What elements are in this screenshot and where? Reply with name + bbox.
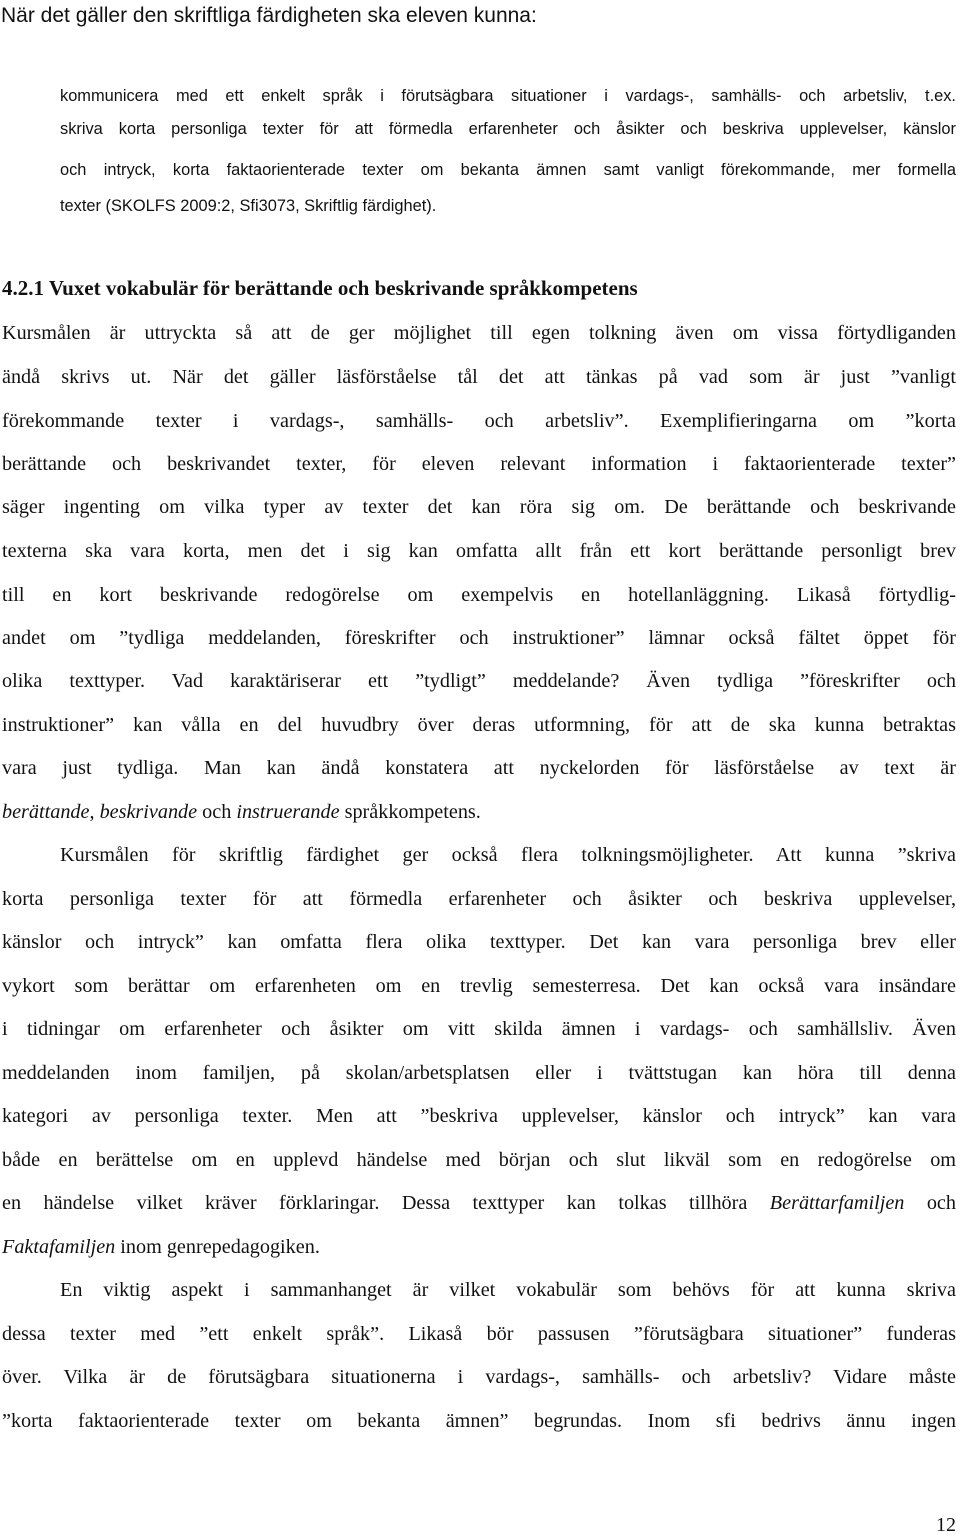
p2-line: meddelanden inom familjen, på skolan/arbetsplatsen eller i tvättstugan kan höra till denna xyxy=(2,1062,956,1084)
p1-line: ändå skrivs ut. När det gäller läsförståelse tål det att tänkas på vad som är just ”vanligt xyxy=(2,366,956,388)
p1-line: olika texttyper. Vad karaktäriserar ett ”tydligt” meddelande? Även tydliga ”föreskrifter och xyxy=(2,670,956,692)
term-beskrivande: beskrivande xyxy=(99,801,198,823)
term-berattarfamiljen: Berättarfamiljen xyxy=(769,1192,905,1214)
p2-line-text: en händelse vilket kräver förklaringar. Dessa texttyper kan tolkas tillhöra xyxy=(2,1192,770,1214)
p1-line: till en kort beskrivande redogörelse om exempelvis en hotellanläggning. Likaså förtydlig- xyxy=(2,584,956,606)
p3-line: dessa texter med ”ett enkelt språk”. Likaså bör passusen ”förutsägbara situationer” funderas xyxy=(2,1323,956,1345)
term-instruerande: instruerande xyxy=(236,801,340,823)
p2-line-text: och xyxy=(904,1192,956,1214)
p1-line: texterna ska vara korta, men det i sig kan omfatta allt från ett kort berättande personligt brev xyxy=(2,540,956,562)
p1-line: förekommande texter i vardags-, samhälls- och arbetsliv”. Exemplifieringarna om ”korta xyxy=(2,410,956,432)
page-number: 12 xyxy=(936,1514,956,1536)
term-berattande: berättande xyxy=(2,801,90,823)
p1-line: säger ingenting om vilka typer av texter det kan röra sig om. De berättande och beskrivande xyxy=(2,496,956,518)
section-heading: 4.2.1 Vuxet vokabulär för berättande och beskrivande språkkompetens xyxy=(2,276,638,300)
p2-line: Kursmålen för skriftlig färdighet ger också flera tolkningsmöjligheter. Att kunna ”skriva xyxy=(60,844,956,866)
quote-line-3: och intryck, korta faktaorienterade texter om bekanta ämnen samt vanligt förekommande, mer formella xyxy=(60,161,956,179)
p1-last-text: och xyxy=(197,801,237,823)
intro-line: När det gäller den skriftliga färdigheten ska eleven kunna: xyxy=(1,4,537,27)
quote-line-1: kommunicera med ett enkelt språk i förutsägbara situationer i vardags-, samhälls- och arbetsliv, t.ex. xyxy=(60,87,956,105)
p2-last-line xyxy=(2,1232,956,1262)
quote-line-2: skriva korta personliga texter för att förmedla erfarenheter och åsikter och beskriva upplevelser, känslor xyxy=(60,120,956,138)
p1-line: vara just tydliga. Man kan ändå konstatera att nyckelorden för läsförståelse av text är xyxy=(2,757,956,779)
p3-line: över. Vilka är de förutsägbara situationerna i vardags-, samhälls- och arbetsliv? Vidare måste xyxy=(2,1366,956,1388)
p2-line xyxy=(2,1188,956,1218)
p2-line: i tidningar om erfarenheter och åsikter om vitt skilda ämnen i vardags- och samhällsliv. Även xyxy=(2,1018,956,1040)
p1-line: Kursmålen är uttryckta så att de ger möjlighet till egen tolkning även om vissa förtydliganden xyxy=(2,322,956,344)
p1-last-line xyxy=(2,797,956,827)
p2-line: korta personliga texter för att förmedla erfarenheter och åsikter och beskriva upplevelser, xyxy=(2,888,956,910)
p2-line: vykort som berättar om erfarenheten om en trevlig semesterresa. Det kan också vara insändare xyxy=(2,975,956,997)
quote-line-4: texter (SKOLFS 2009:2, Sfi3073, Skriftlig färdighet). xyxy=(60,197,437,215)
p2-last-text: inom genrepedagogiken. xyxy=(115,1236,320,1258)
p2-line: kategori av personliga texter. Men att ”beskriva upplevelser, känslor och intryck” kan vara xyxy=(2,1105,956,1127)
p2-line: känslor och intryck” kan omfatta flera olika texttyper. Det kan vara personliga brev eller xyxy=(2,931,956,953)
p1-last-text: , xyxy=(89,801,100,823)
p1-last-text: språkkompetens. xyxy=(339,801,481,823)
p3-line: En viktig aspekt i sammanhanget är vilket vokabulär som behövs för att kunna skriva xyxy=(60,1279,956,1301)
p3-line: ”korta faktaorienterade texter om bekanta ämnen” begrundas. Inom sfi bedrivs ännu ingen xyxy=(2,1410,956,1432)
term-faktafamiljen: Faktafamiljen xyxy=(2,1236,116,1258)
p1-line: andet om ”tydliga meddelanden, föreskrifter och instruktioner” lämnar också fältet öppet för xyxy=(2,627,956,649)
p2-line: både en berättelse om en upplevd händelse med början och slut likväl som en redogörelse om xyxy=(2,1149,956,1171)
p1-line: instruktioner” kan vålla en del huvudbry över deras utformning, för att de ska kunna betraktas xyxy=(2,714,956,736)
p1-line: berättande och beskrivandet texter, för eleven relevant information i faktaorienterade texter” xyxy=(2,453,956,475)
